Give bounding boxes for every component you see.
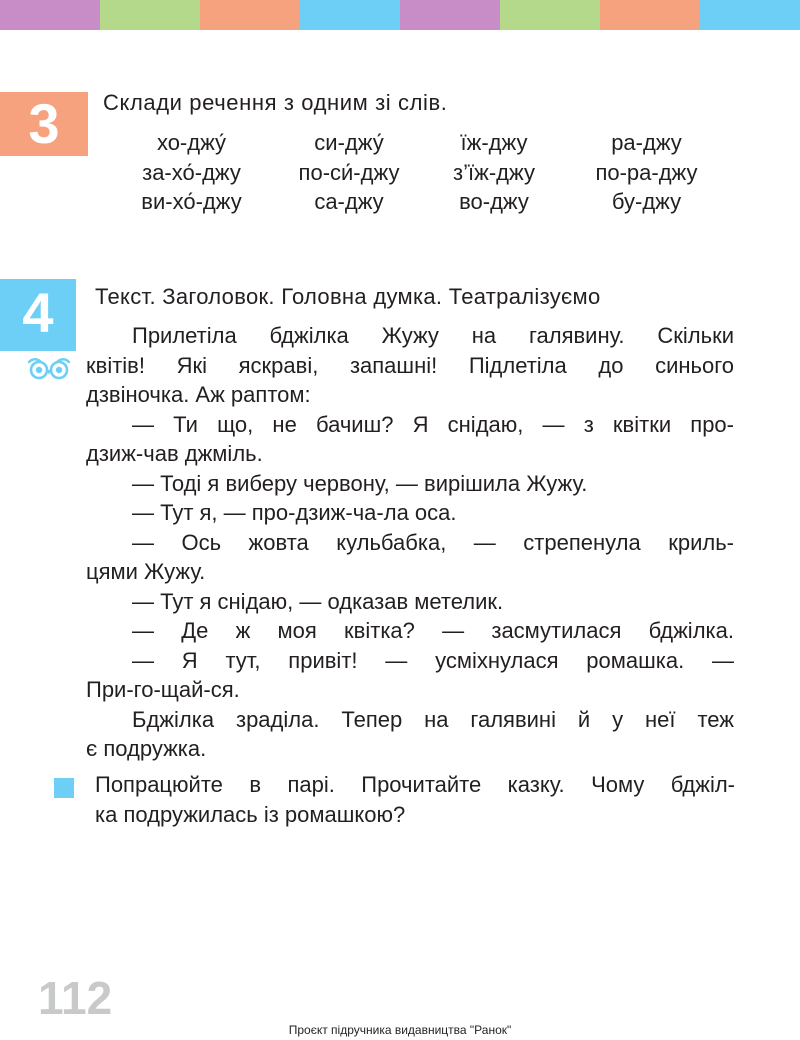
color-bar-segment [600, 0, 700, 30]
color-bar-segment [500, 0, 600, 30]
story-line: дзвіночка. Аж раптом: [86, 382, 311, 407]
task-4-title: Текст. Заголовок. Головна думка. Театралізуємо [95, 284, 601, 309]
word-item: їж-джу [460, 130, 528, 155]
word-item: бу-джу [611, 189, 682, 214]
word-item: за-хо́-джу [142, 159, 241, 185]
color-bar-segment [200, 0, 300, 30]
pair-work-task [95, 770, 735, 829]
word-item: са-джу [314, 189, 384, 214]
publisher-footer: Проєкт підручника видавництва "Ранок" [288, 1023, 512, 1037]
pair-task-line: Попрацюйте в парі. Прочитайте казку. Чому бджіл- [95, 772, 735, 797]
story-line: При-го-щай-ся. [86, 677, 240, 702]
color-bar-segment [300, 0, 400, 30]
story-line: — Я тут, привіт! — усміхнулася ромашка. — [132, 647, 734, 673]
story-line: — Тут я снідаю, — одказав метелик. [132, 588, 504, 614]
task-3-number-badge: 3 [0, 92, 88, 156]
word-item: по-ра-джу [595, 159, 698, 185]
story-line: — Ось жовта кульбабка, — стрепенула криль- [132, 529, 734, 555]
task-3-word-grid [104, 128, 724, 217]
page-number: 112 [38, 972, 113, 1024]
word-item: ра-джу [611, 130, 682, 155]
color-bar-segment [100, 0, 200, 30]
story-line: Бджілка зраділа. Тепер на галявині й у неї теж [132, 706, 734, 732]
story-line: — Тоді я виберу червону, — вирішила Жужу. [132, 470, 588, 496]
color-bar-segment [700, 0, 800, 30]
story-line: — Тут я, — про-дзиж-ча-ла оса. [132, 500, 457, 525]
top-color-bar [0, 0, 800, 30]
word-item: во-джу [459, 189, 529, 214]
story-line: є подружка. [86, 736, 207, 761]
story-line: — Де ж моя квітка? — засмутилася бджілка. [132, 618, 734, 643]
pair-task-line: ка подружилась із ромашкою? [95, 801, 406, 827]
color-bar-segment [0, 0, 100, 30]
story-line: дзиж-чав джміль. [86, 441, 263, 466]
story-text [86, 321, 734, 764]
task-4-number-badge: 4 [0, 279, 76, 351]
word-item: ви-хо́-джу [141, 189, 242, 214]
owl-eyes-icon [26, 356, 72, 380]
word-item: си-джу́ [314, 130, 384, 155]
story-line: Прилетіла бджілка Жужу на галявину. Скільки [132, 323, 734, 348]
pair-work-square-icon [54, 778, 74, 798]
task-3-instruction: Склади речення з одним зі слів. [103, 90, 448, 115]
story-line: квітів! Які яскраві, запашні! Підлетіла до синього [86, 352, 734, 378]
color-bar-segment [400, 0, 500, 30]
story-line: цями Жужу. [86, 559, 206, 584]
word-item: з’їж-джу [453, 159, 535, 185]
word-item: хо-джу́ [156, 130, 227, 155]
word-item: по-си́-джу [298, 159, 400, 185]
story-line: — Ти що, не бачиш? Я снідаю, — з квітки про- [132, 411, 734, 437]
